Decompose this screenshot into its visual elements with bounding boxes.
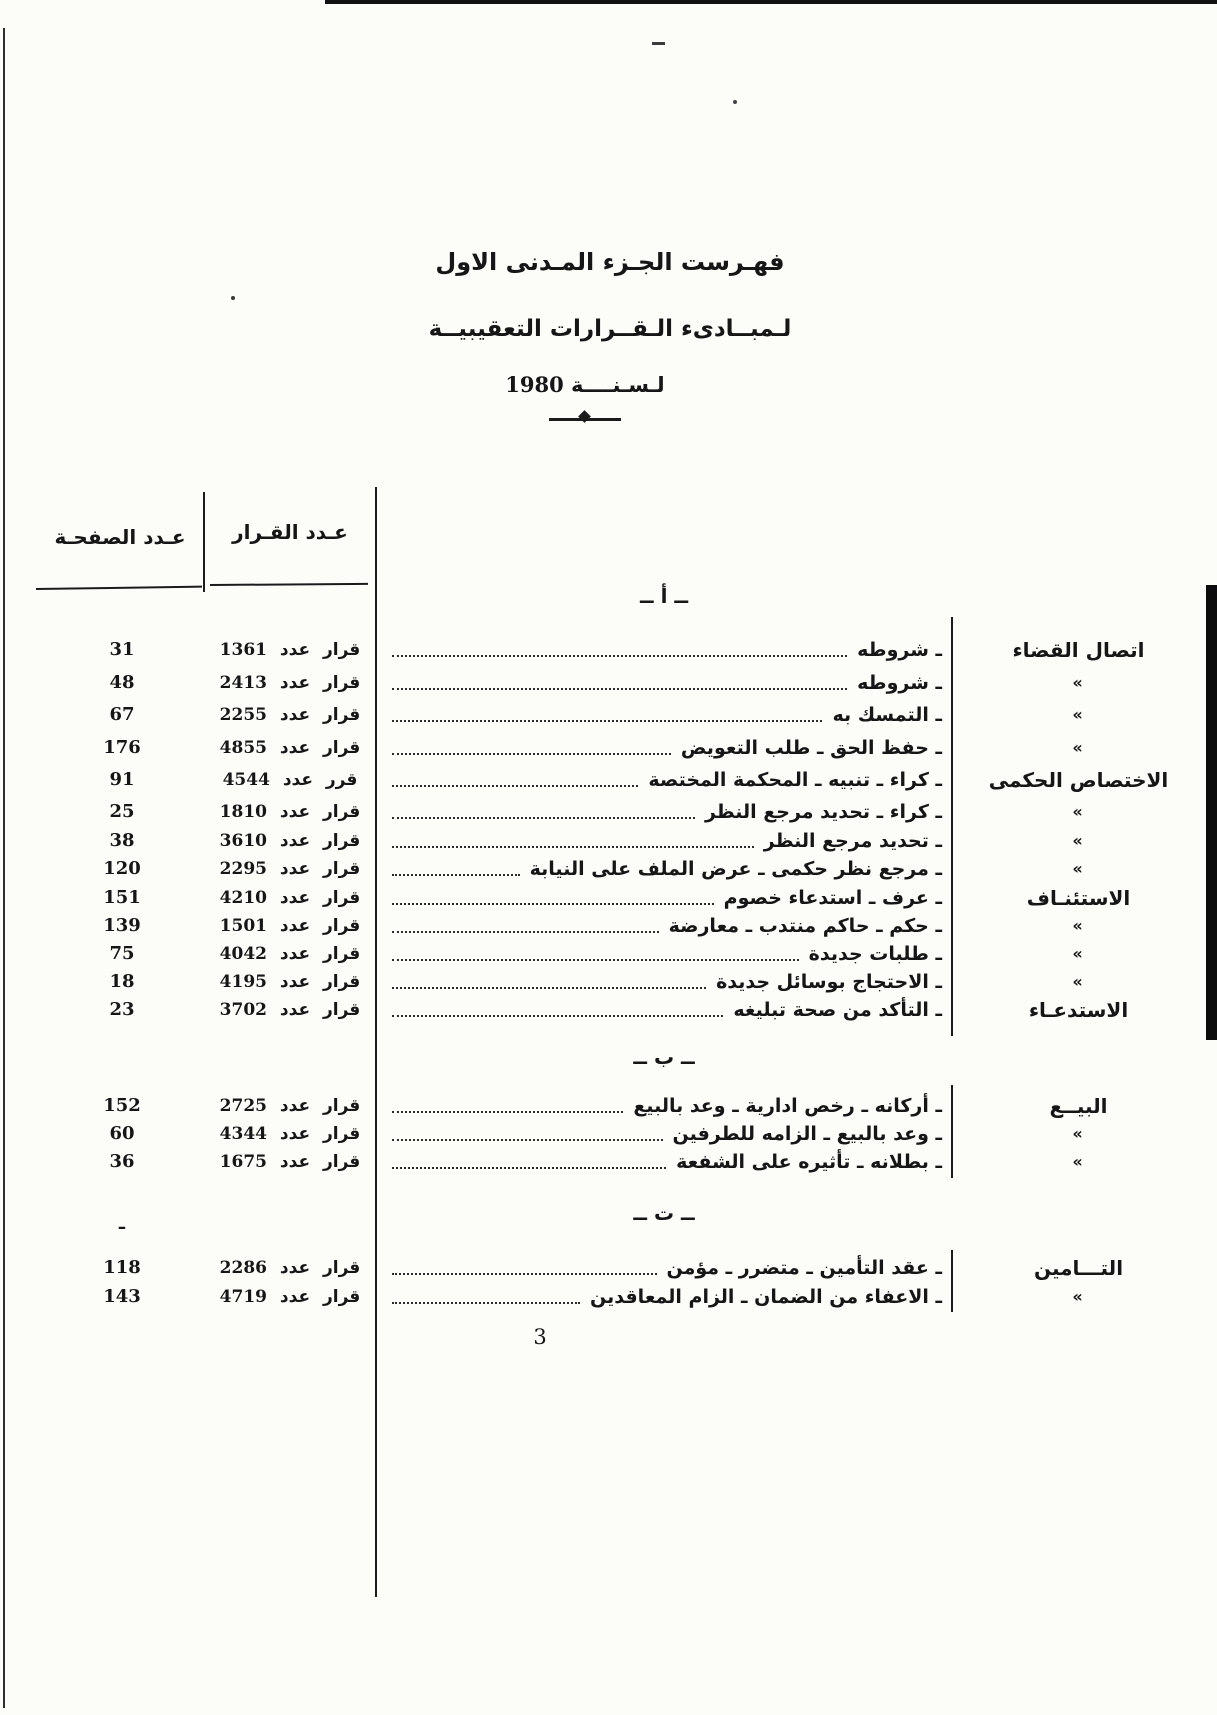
row-dot-leader: [392, 959, 799, 961]
row-decision-number: قرار عدد 1810: [219, 802, 361, 822]
index-row: [0, 1147, 1217, 1177]
row-dot-leader: [392, 1273, 657, 1275]
section-letter-header: ــ ت ــ: [633, 1201, 695, 1225]
row-description-text: ـ وعد بالبيع ـ الزامه للطرفين: [672, 1123, 942, 1145]
row-page-number: 120: [103, 858, 141, 879]
row-description: [386, 1253, 942, 1283]
index-row: [0, 733, 1217, 763]
row-decision-number: قرار عدد 2295: [219, 859, 361, 879]
row-description: [386, 1147, 942, 1177]
row-decision-number: قرار عدد 4344: [219, 1124, 361, 1144]
section-letter-header: ــ أ ــ: [639, 584, 689, 608]
index-row: [0, 765, 1217, 795]
row-description-text: ـ حفظ الحق ـ طلب التعويض: [680, 737, 942, 759]
row-page-number: 118: [103, 1257, 141, 1278]
index-row: [0, 1253, 1217, 1283]
row-category-ditto: »: [1072, 831, 1085, 850]
row-category: الاستئنـاف: [1026, 886, 1131, 910]
row-category-ditto: »: [1072, 859, 1085, 878]
section-letter-header: ــ ب ــ: [633, 1045, 695, 1069]
row-description-text: ـ التأكد من صحة تبليغه: [733, 999, 942, 1021]
row-dot-leader: [392, 655, 847, 657]
index-row: [0, 668, 1217, 698]
row-page-number: 36: [109, 1151, 135, 1172]
row-category-ditto: »: [1072, 1124, 1085, 1143]
row-description-text: ـ أركانه ـ رخص ادارية ـ وعد بالبيع: [633, 1095, 942, 1117]
row-description: [386, 1282, 942, 1312]
row-decision-number: قرار عدد 1361: [219, 640, 361, 660]
row-category-ditto: »: [1072, 944, 1085, 963]
row-decision-number: قرار عدد 1501: [219, 916, 361, 936]
table-rule-page-header-underline: [36, 586, 202, 590]
row-decision-number: قرار عدد 4195: [219, 972, 361, 992]
row-description: [386, 826, 942, 856]
row-dot-leader: [392, 931, 659, 933]
row-dot-leader: [392, 846, 754, 848]
row-description-text: ـ حكم ـ حاكم منتدب ـ معارضة: [668, 915, 942, 937]
row-description: [386, 883, 942, 913]
row-description: [386, 797, 942, 827]
row-description-text: ـ تحديد مرجع النظر: [763, 830, 942, 852]
row-category-ditto: »: [1072, 916, 1085, 935]
row-description-text: ـ الاعفاء من الضمان ـ الزام المعاقدين: [590, 1286, 942, 1308]
row-category-ditto: »: [1072, 1287, 1085, 1306]
page-column-dash: ـ: [118, 1213, 126, 1234]
row-decision-number: قرار عدد 2286: [219, 1258, 361, 1278]
row-description-text: ـ كراء ـ تنبيه ـ المحكمة المختصة: [648, 769, 942, 791]
row-page-number: 139: [103, 915, 141, 936]
index-row: [0, 1282, 1217, 1312]
index-row: [0, 700, 1217, 730]
row-description-text: ـ طلبات جديدة: [808, 943, 942, 965]
row-decision-number: قرار عدد 4210: [219, 888, 361, 908]
row-decision-number: قرار عدد 2413: [219, 673, 361, 693]
row-category: الاستدعـاء: [1028, 998, 1129, 1022]
index-row: [0, 911, 1217, 941]
row-page-number: 25: [109, 801, 135, 822]
row-category: التـــامين: [1033, 1256, 1124, 1280]
row-description: [386, 1091, 942, 1121]
scan-artifact-dash: [652, 42, 665, 45]
scan-artifact-dot: [733, 100, 737, 104]
footer-page-number: 3: [533, 1325, 547, 1349]
row-description: [386, 854, 942, 884]
row-dot-leader: [392, 903, 714, 905]
row-page-number: 151: [103, 887, 141, 908]
row-dot-leader: [392, 1111, 623, 1113]
row-page-number: 143: [103, 1286, 141, 1307]
row-dot-leader: [392, 1302, 580, 1304]
index-row: [0, 797, 1217, 827]
row-dot-leader: [392, 987, 706, 989]
row-page-number: 75: [109, 943, 135, 964]
row-description-text: ـ الاحتجاج بوسائل جديدة: [716, 971, 942, 993]
row-description-text: ـ شروطه: [857, 672, 942, 694]
row-category: اتصال القضاء: [1012, 638, 1145, 662]
row-description: [386, 911, 942, 941]
scan-artifact-dot: [231, 296, 235, 300]
row-category-ditto: »: [1072, 802, 1085, 821]
row-decision-number: قرر عدد 4544: [222, 770, 358, 790]
row-page-number: 152: [103, 1095, 141, 1116]
document-title: فهـرست الجـزء المـدنى الاول: [435, 248, 785, 276]
row-description-text: ـ مرجع نظر حكمى ـ عرض الملف على النيابة: [529, 858, 942, 880]
row-page-number: 91: [109, 769, 135, 790]
row-page-number: 60: [109, 1123, 135, 1144]
row-category-ditto: »: [1072, 673, 1085, 692]
row-dot-leader: [392, 1167, 666, 1169]
document-subtitle: لـمبــادىء الـقــرارات التعقيبيــة: [428, 316, 792, 342]
index-row: [0, 1091, 1217, 1121]
row-decision-number: قرار عدد 1675: [219, 1152, 361, 1172]
scan-artifact-top-edge: [325, 0, 1217, 4]
row-dot-leader: [392, 753, 671, 755]
table-rule-decision-header-underline: [210, 583, 368, 586]
row-dot-leader: [392, 817, 695, 819]
row-page-number: 67: [109, 704, 135, 725]
row-page-number: 176: [103, 737, 141, 758]
row-decision-number: قرار عدد 4719: [219, 1287, 361, 1307]
row-description: [386, 995, 942, 1025]
row-description: [386, 668, 942, 698]
row-decision-number: قرار عدد 3702: [219, 1000, 361, 1020]
index-row: [0, 854, 1217, 884]
table-rule-header-divider: [203, 492, 205, 592]
row-dot-leader: [392, 785, 638, 787]
index-row: [0, 939, 1217, 969]
year-line: لـسـنــــة 1980: [505, 372, 665, 397]
row-dot-leader: [392, 688, 847, 690]
row-dot-leader: [392, 720, 822, 722]
index-row: [0, 635, 1217, 665]
row-description: [386, 700, 942, 730]
column-header-page-number: عـدد الصفحـة: [54, 525, 186, 549]
row-page-number: 48: [109, 672, 135, 693]
row-description: [386, 733, 942, 763]
row-decision-number: قرار عدد 4855: [219, 738, 361, 758]
row-description-text: ـ بطلانه ـ تأثيره على الشفعة: [676, 1151, 942, 1173]
row-description-text: ـ كراء ـ تحديد مرجع النظر: [704, 801, 942, 823]
row-dot-leader: [392, 1015, 723, 1017]
row-category-ditto: »: [1072, 972, 1085, 991]
index-row: [0, 1119, 1217, 1149]
row-category-ditto: »: [1072, 705, 1085, 724]
row-category-ditto: »: [1072, 1152, 1085, 1171]
row-page-number: 31: [109, 639, 135, 660]
row-category: البيــع: [1049, 1094, 1108, 1118]
row-page-number: 18: [109, 971, 135, 992]
index-row: [0, 826, 1217, 856]
index-row: [0, 995, 1217, 1025]
row-description: [386, 939, 942, 969]
row-page-number: 23: [109, 999, 135, 1020]
row-description: [386, 1119, 942, 1149]
row-dot-leader: [392, 1139, 663, 1141]
row-description-text: ـ التمسك به: [832, 704, 942, 726]
column-header-decision-number: عـدد القـرار: [232, 520, 348, 544]
row-decision-number: قرار عدد 2255: [219, 705, 361, 725]
row-description-text: ـ شروطه: [857, 639, 942, 661]
row-page-number: 38: [109, 830, 135, 851]
row-decision-number: قرار عدد 4042: [219, 944, 361, 964]
row-description-text: ـ عرف ـ استدعاء خصوم: [723, 887, 942, 909]
row-category-ditto: »: [1072, 738, 1085, 757]
row-description: [386, 635, 942, 665]
index-row: [0, 967, 1217, 997]
row-decision-number: قرار عدد 3610: [219, 831, 361, 851]
index-row: [0, 883, 1217, 913]
row-category: الاختصاص الحكمى: [988, 768, 1169, 792]
row-description-text: ـ عقد التأمين ـ متضرر ـ مؤمن: [666, 1257, 942, 1279]
row-dot-leader: [392, 874, 520, 876]
row-description: [386, 765, 942, 795]
row-description: [386, 967, 942, 997]
row-decision-number: قرار عدد 2725: [219, 1096, 361, 1116]
